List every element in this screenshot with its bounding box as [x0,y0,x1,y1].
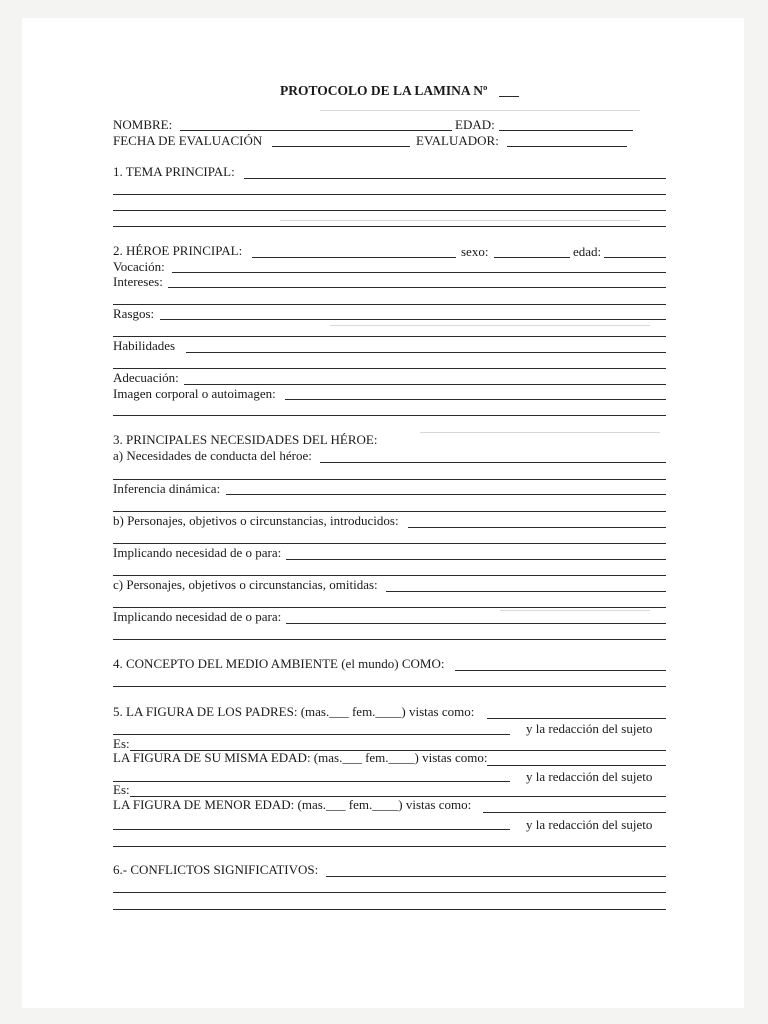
figura-padres-label: 5. LA FIGURA DE LOS PADRES: (mas.___ fem.____) vistas como: [113,704,475,719]
conflictos-line[interactable] [113,892,666,893]
habilidades-line[interactable] [113,368,666,369]
personajes-omitidas-label: c) Personajes, objetivos o circunstancias, omitidas: [113,577,378,592]
edad-field[interactable] [499,130,633,131]
rasgos-field[interactable] [160,319,666,320]
inferencia-dinamica-label: Inferencia dinámica: [113,481,221,496]
redaccion-sujeto-label: y la redacción del sujeto [526,721,653,736]
figura-menor-edad-line[interactable] [113,846,666,847]
concepto-medio-line[interactable] [113,686,666,687]
intereses-label: Intereses: [113,274,163,289]
habilidades-label: Habilidades [113,338,176,353]
fecha-label: FECHA DE EVALUACIÓN [113,133,263,148]
nombre-field[interactable] [180,130,452,131]
tema-principal-field[interactable] [244,178,666,179]
nombre-label: NOMBRE: [113,117,173,132]
figura-menor-edad-line[interactable] [113,829,510,830]
sexo-field[interactable] [494,257,570,258]
edad-heroe-label: edad: [573,244,602,259]
edad-label: EDAD: [455,117,495,132]
inferencia-dinamica-line[interactable] [113,511,666,512]
implicando-necesidad-line[interactable] [113,575,666,576]
es-label: Es: [113,736,130,751]
personajes-omitidas-line[interactable] [113,607,666,608]
tema-principal-line[interactable] [113,226,666,227]
tema-principal-line[interactable] [113,210,666,211]
lamina-number-field[interactable] [499,96,519,97]
intereses-line[interactable] [113,304,666,305]
heroe-principal-field[interactable] [252,257,456,258]
inferencia-dinamica-field[interactable] [226,494,666,495]
figura-menor-edad-label: LA FIGURA DE MENOR EDAD: (mas.___ fem.____) vistas como: [113,797,472,812]
edad-heroe-field[interactable] [604,257,666,258]
concepto-medio-field[interactable] [455,670,666,671]
evaluador-field[interactable] [507,146,627,147]
conflictos-field[interactable] [326,876,666,877]
adecuacion-field[interactable] [184,384,666,385]
heroe-principal-label: 2. HÉROE PRINCIPAL: [113,243,243,258]
tema-principal-label: 1. TEMA PRINCIPAL: [113,164,235,179]
figura-padres-line[interactable] [113,734,510,735]
necesidades-heroe-label: 3. PRINCIPALES NECESIDADES DEL HÉROE: [113,432,378,447]
es-label: Es: [113,782,130,797]
personajes-omitidas-field[interactable] [386,591,666,592]
vocacion-label: Vocación: [113,259,165,274]
redaccion-sujeto-label: y la redacción del sujeto [526,769,653,784]
redaccion-sujeto-label: y la redacción del sujeto [526,817,653,832]
imagen-corporal-field[interactable] [285,399,666,400]
figura-padres-field[interactable] [487,718,666,719]
rasgos-line[interactable] [113,336,666,337]
imagen-corporal-label: Imagen corporal o autoimagen: [113,386,276,401]
necesidades-conducta-field[interactable] [320,462,666,463]
personajes-introducidos-line[interactable] [113,543,666,544]
adecuacion-label: Adecuación: [113,370,179,385]
necesidades-conducta-line[interactable] [113,479,666,480]
form-title: PROTOCOLO DE LA LAMINA Nº [280,83,488,98]
necesidades-conducta-label: a) Necesidades de conducta del héroe: [113,448,312,463]
imagen-corporal-line[interactable] [113,415,666,416]
sexo-label: sexo: [461,244,489,259]
rasgos-label: Rasgos: [113,306,155,321]
implicando-necesidad-field[interactable] [286,559,666,560]
vocacion-field[interactable] [172,272,666,273]
tema-principal-line[interactable] [113,194,666,195]
figura-misma-edad-line[interactable] [113,781,510,782]
intereses-field[interactable] [168,287,666,288]
personajes-introducidos-field[interactable] [408,527,666,528]
implicando-necesidad-label: Implicando necesidad de o para: [113,545,282,560]
implicando-necesidad-label: Implicando necesidad de o para: [113,609,282,624]
implicando-necesidad-line[interactable] [113,639,666,640]
habilidades-field[interactable] [186,352,666,353]
concepto-medio-label: 4. CONCEPTO DEL MEDIO AMBIENTE (el mundo) COMO: [113,656,445,671]
fecha-field[interactable] [272,146,410,147]
evaluador-label: EVALUADOR: [416,133,499,148]
conflictos-label: 6.- CONFLICTOS SIGNIFICATIVOS: [113,862,319,877]
implicando-necesidad-field[interactable] [286,623,666,624]
conflictos-line[interactable] [113,909,666,910]
personajes-introducidos-label: b) Personajes, objetivos o circunstancias, introducidos: [113,513,399,528]
figura-misma-edad-field[interactable] [487,765,666,766]
figura-misma-edad-label: LA FIGURA DE SU MISMA EDAD: (mas.___ fem.____) vistas como: [113,750,488,765]
figura-menor-edad-field[interactable] [483,812,666,813]
